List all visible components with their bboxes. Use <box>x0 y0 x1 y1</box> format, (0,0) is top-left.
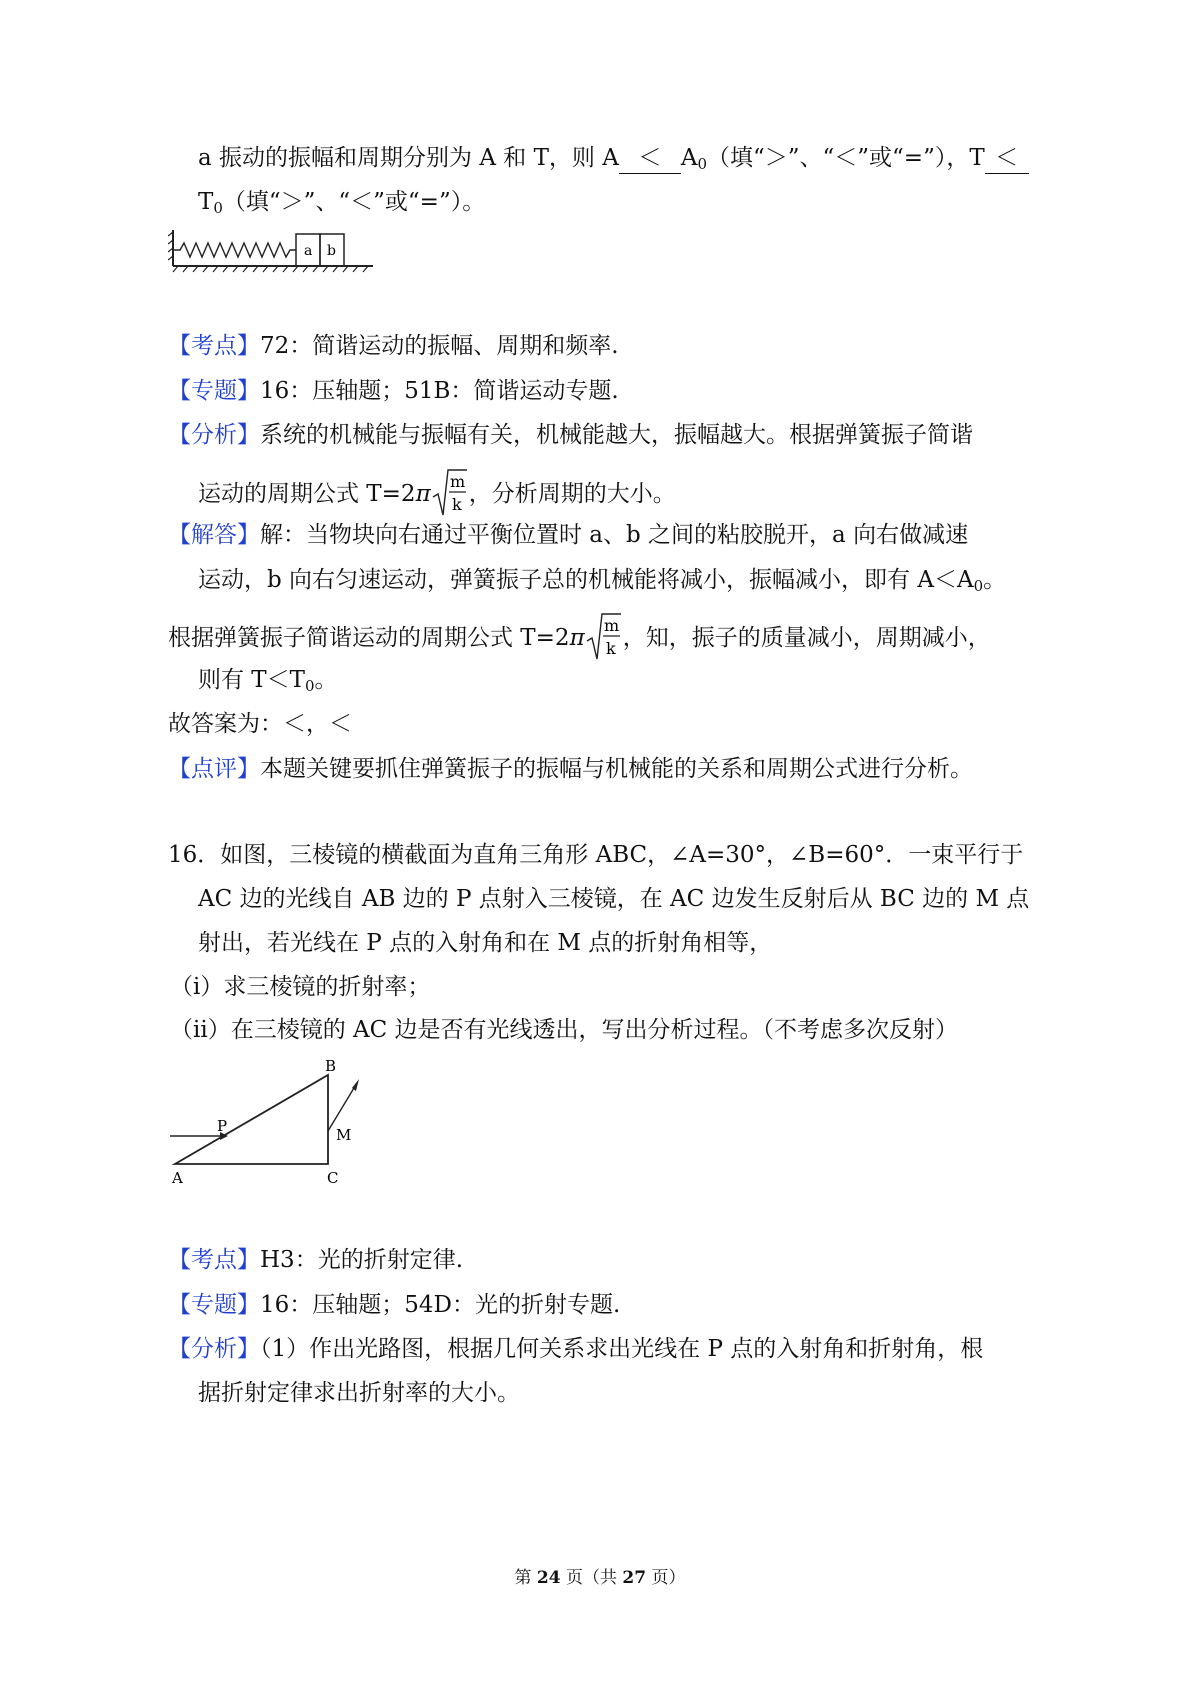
answer-blank-2: ＜ <box>985 143 1029 174</box>
q15-jieda-1 <box>168 520 968 550</box>
subscript: 0 <box>973 577 984 595</box>
text: H3：光的折射定律. <box>260 1247 464 1273</box>
q15-line2 <box>198 187 485 217</box>
label-A: A <box>172 1169 183 1187</box>
sqrt-formula <box>431 467 469 519</box>
q15-kaodian <box>168 331 619 361</box>
text: 页（共 <box>560 1568 623 1588</box>
q15-jieda-2 <box>198 565 1006 595</box>
text: 解：当物块向右通过平衡位置时 a、b 之间的粘胶脱开，a 向右做减速 <box>260 522 969 548</box>
page-footer <box>0 1563 1200 1588</box>
label-M: M <box>336 1126 352 1144</box>
sqrt-formula <box>585 611 623 663</box>
prism-figure <box>160 1055 390 1195</box>
text: 第 <box>514 1568 537 1588</box>
text: 。 <box>314 667 338 693</box>
tag-jieda: 【解答】 <box>168 522 260 548</box>
q15-fenxi-2 <box>198 467 676 519</box>
q15-line1 <box>198 143 1029 174</box>
text: 本题关键要抓住弹簧振子的振幅与机械能的关系和周期公式进行分析。 <box>260 756 973 782</box>
page-total: 27 <box>622 1568 647 1588</box>
q16-line1: 16．如图，三棱镜的横截面为直角三角形 ABC，∠A=30°，∠B=60°．一束平行于 <box>168 842 1024 868</box>
svg-text:k: k <box>605 639 616 658</box>
text: （填“＞”、“＜”或“=”）。 <box>222 189 486 215</box>
text: 16：压轴题；54D：光的折射专题. <box>260 1292 621 1318</box>
tag-kaodian: 【考点】 <box>168 333 260 359</box>
text: 72：简谐运动的振幅、周期和频率. <box>260 333 619 359</box>
subscript: 0 <box>213 199 223 217</box>
text: a 振动的振幅和周期分别为 A 和 T，则 A <box>198 145 619 171</box>
svg-text:k: k <box>451 495 462 514</box>
triangle-abc <box>175 1075 328 1164</box>
text: 。 <box>983 567 1007 593</box>
q15-jieda-3 <box>168 611 991 663</box>
q15-jieda-4 <box>198 665 338 695</box>
tag-kaodian: 【考点】 <box>168 1247 260 1273</box>
label-b: b <box>327 243 336 259</box>
q16-fenxi-2: 据折射定律求出折射率的大小。 <box>198 1380 520 1406</box>
q16-zhuanti <box>168 1290 620 1320</box>
text: 运动，b 向右匀速运动，弹簧振子总的机械能将减小，振幅减小，即有 A＜A <box>198 567 974 593</box>
q16-part1: （i）求三棱镜的折射率； <box>170 974 431 1000</box>
label-B: B <box>325 1057 337 1075</box>
text: 运动的周期公式 T=2 <box>198 481 416 507</box>
pi: π <box>415 481 431 507</box>
answer-blank-1: ＜ <box>619 143 681 174</box>
text: A <box>680 145 698 171</box>
q15-fenxi-1 <box>168 420 973 450</box>
text: 页） <box>646 1568 686 1588</box>
text: 系统的机械能与振幅有关，机械能越大，振幅越大。根据弹簧振子简谐 <box>260 422 973 448</box>
tag-fenxi: 【分析】 <box>168 1336 260 1362</box>
tag-zhuanti: 【专题】 <box>168 1292 260 1318</box>
subscript: 0 <box>305 677 315 695</box>
q16-line2: AC 边的光线自 AB 边的 P 点射入三棱镜，在 AC 边发生反射后从 BC 边的 M 点 <box>198 886 1030 912</box>
pi: π <box>569 625 585 651</box>
text: （1）作出光路图，根据几何关系求出光线在 P 点的入射角和折射角，根 <box>260 1336 984 1362</box>
q16-line3: 射出，若光线在 P 点的入射角和在 M 点的折射角相等， <box>198 930 773 956</box>
text: 则有 T＜T <box>198 667 305 693</box>
label-P: P <box>217 1117 228 1135</box>
q15-dianping <box>168 754 973 784</box>
text: ，分析周期的大小。 <box>468 481 676 507</box>
q15-zhuanti <box>168 376 619 406</box>
label-a: a <box>304 243 313 259</box>
page-number: 24 <box>536 1568 561 1588</box>
tag-fenxi: 【分析】 <box>168 422 260 448</box>
q16-fenxi-1 <box>168 1334 983 1364</box>
text: （填“＞”、“＜”或“=”），T <box>707 145 985 171</box>
text: 16：压轴题；51B：简谐运动专题. <box>260 378 619 404</box>
q16-kaodian <box>168 1245 463 1275</box>
svg-text:m: m <box>449 472 465 491</box>
label-C: C <box>327 1169 339 1187</box>
q16-part2: （ii）在三棱镜的 AC 边是否有光线透出，写出分析过程。（不考虑多次反射） <box>170 1017 959 1043</box>
text: 根据弹簧振子简谐运动的周期公式 T=2 <box>168 625 570 651</box>
spring-block-figure <box>168 226 378 274</box>
svg-text:m: m <box>603 616 619 635</box>
text: T <box>198 189 214 215</box>
exit-ray <box>328 1083 357 1131</box>
tag-zhuanti: 【专题】 <box>168 378 260 404</box>
tag-dianping: 【点评】 <box>168 756 260 782</box>
spring <box>173 243 296 257</box>
subscript: 0 <box>697 155 707 173</box>
text: ，知，振子的质量减小，周期减小， <box>622 625 991 651</box>
q15-answer: 故答案为：＜，＜ <box>168 711 352 737</box>
